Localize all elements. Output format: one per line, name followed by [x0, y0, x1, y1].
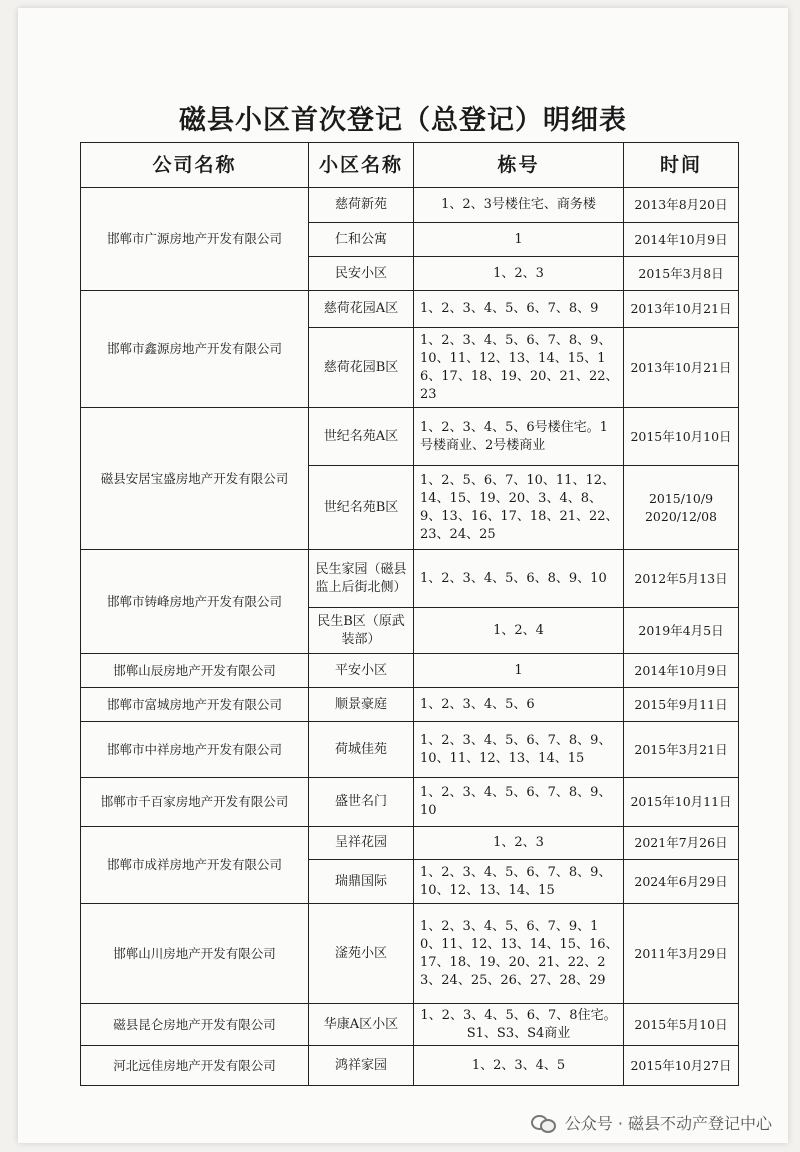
community-cell: 瑞鼎国际: [309, 860, 414, 904]
date-cell: 2021年7月26日: [624, 827, 739, 860]
company-cell: 邯郸山辰房地产开发有限公司: [81, 654, 309, 688]
header-date: 时间: [624, 143, 739, 188]
company-cell: 邯郸市成祥房地产开发有限公司: [81, 827, 309, 904]
wechat-icon: [531, 1113, 557, 1133]
community-cell: 荷城佳苑: [309, 722, 414, 778]
date-cell: 2014年10月9日: [624, 223, 739, 257]
community-cell: 慈荷新苑: [309, 188, 414, 223]
date-cell: 2015年3月21日: [624, 722, 739, 778]
community-cell: 慈荷花园B区: [309, 328, 414, 408]
date-line: 2015/10/9: [648, 490, 714, 506]
community-cell: 平安小区: [309, 654, 414, 688]
date-cell: [624, 466, 739, 550]
date-cell: 2015年3月8日: [624, 257, 739, 291]
buildings-cell: 1、2、3、4、5、6、7、8住宅。S1、S3、S4商业: [414, 1004, 624, 1046]
company-cell: 邯郸市千百家房地产开发有限公司: [81, 778, 309, 827]
header-company: 公司名称: [81, 143, 309, 188]
company-cell: 邯郸市鑫源房地产开发有限公司: [81, 291, 309, 408]
buildings-cell: 1、2、3: [414, 257, 624, 291]
community-cell: 民生B区（原武装部）: [309, 608, 414, 654]
page-title: 磁县小区首次登记（总登记）明细表: [179, 105, 627, 136]
buildings-cell: 1、2、3、4、5、6、7、8、9: [414, 291, 624, 328]
buildings-cell: 1、2、3、4、5、6、7、8、9、10、12、13、14、15: [414, 860, 624, 904]
date-cell: 2013年8月20日: [624, 188, 739, 223]
date-cell: 2015年10月27日: [624, 1046, 739, 1086]
date-cell: 2013年10月21日: [624, 328, 739, 408]
table-row: [81, 408, 739, 466]
buildings-cell: 1、2、3、4、5、6、8、9、10: [414, 550, 624, 608]
community-cell: 呈祥花园: [309, 827, 414, 860]
table-header-row: [81, 143, 739, 188]
date-cell: 2014年10月9日: [624, 654, 739, 688]
date-cell: 2024年6月29日: [624, 860, 739, 904]
community-cell: 世纪名苑B区: [309, 466, 414, 550]
community-cell: 民生家园（磁县监上后街北侧）: [309, 550, 414, 608]
buildings-cell: 1、2、3、4、5、6、7、8、9、10、11、12、13、14、15、16、17、18、19、20、21、22、23: [414, 328, 624, 408]
table-row: [81, 827, 739, 860]
table-row: [81, 1004, 739, 1046]
date-line: 2020/12/08: [644, 508, 718, 524]
table-row: [81, 722, 739, 778]
company-cell: 邯郸市广源房地产开发有限公司: [81, 188, 309, 291]
header-community: 小区名称: [309, 143, 414, 188]
company-cell: 邯郸市铸峰房地产开发有限公司: [81, 550, 309, 654]
company-cell: 邯郸山川房地产开发有限公司: [81, 904, 309, 1004]
table-row: [81, 550, 739, 608]
buildings-cell: 1、2、3、4、5、6: [414, 688, 624, 722]
watermark: [531, 1111, 772, 1134]
table-row: [81, 188, 739, 223]
date-cell: 2015年10月11日: [624, 778, 739, 827]
community-cell: 仁和公寓: [309, 223, 414, 257]
buildings-cell: 1、2、3、4、5、6号楼住宅。1号楼商业、2号楼商业: [414, 408, 624, 466]
buildings-cell: 1: [414, 654, 624, 688]
table-row: [81, 688, 739, 722]
buildings-cell: 1、2、3、4、5、6、7、8、9、10: [414, 778, 624, 827]
company-cell: 磁县昆仑房地产开发有限公司: [81, 1004, 309, 1046]
community-cell: 民安小区: [309, 257, 414, 291]
registration-table: [80, 142, 739, 1086]
buildings-cell: 1、2、3、4、5: [414, 1046, 624, 1086]
date-cell: 2013年10月21日: [624, 291, 739, 328]
company-cell: 邯郸市富城房地产开发有限公司: [81, 688, 309, 722]
date-cell: 2015年5月10日: [624, 1004, 739, 1046]
buildings-cell: 1、2、3、4、5、6、7、8、9、10、11、12、13、14、15: [414, 722, 624, 778]
community-cell: 顺景豪庭: [309, 688, 414, 722]
buildings-cell: 1、2、5、6、7、10、11、12、14、15、19、20、3、4、8、9、13、16、17、18、21、22、23、24、25: [414, 466, 624, 550]
community-cell: 华康A区小区: [309, 1004, 414, 1046]
date-cell: 2011年3月29日: [624, 904, 739, 1004]
table-row: [81, 291, 739, 328]
table-row: [81, 904, 739, 1004]
document-sheet: [18, 8, 788, 1143]
table-row: [81, 654, 739, 688]
date-cell: 2019年4月5日: [624, 608, 739, 654]
company-cell: 磁县安居宝盛房地产开发有限公司: [81, 408, 309, 550]
header-buildings: 栋号: [414, 143, 624, 188]
company-cell: 河北远佳房地产开发有限公司: [81, 1046, 309, 1086]
buildings-cell: 1、2、4: [414, 608, 624, 654]
table-row: [81, 778, 739, 827]
community-cell: 慈荷花园A区: [309, 291, 414, 328]
date-cell: 2015年10月10日: [624, 408, 739, 466]
watermark-text: 公众号 · 磁县不动产登记中心: [564, 1114, 772, 1133]
community-cell: 盛世名门: [309, 778, 414, 827]
buildings-cell: 1、2、3、4、5、6、7、9、10、11、12、13、14、15、16、17、18、19、20、21、22、23、24、25、26、27、28、29: [414, 904, 624, 1004]
table-row: [81, 1046, 739, 1086]
community-cell: 滏苑小区: [309, 904, 414, 1004]
buildings-cell: 1: [414, 223, 624, 257]
community-cell: 世纪名苑A区: [309, 408, 414, 466]
community-cell: 鸿祥家园: [309, 1046, 414, 1086]
date-cell: 2012年5月13日: [624, 550, 739, 608]
buildings-cell: 1、2、3: [414, 827, 624, 860]
date-cell: 2015年9月11日: [624, 688, 739, 722]
company-cell: 邯郸市中祥房地产开发有限公司: [81, 722, 309, 778]
buildings-cell: 1、2、3号楼住宅、商务楼: [414, 188, 624, 223]
